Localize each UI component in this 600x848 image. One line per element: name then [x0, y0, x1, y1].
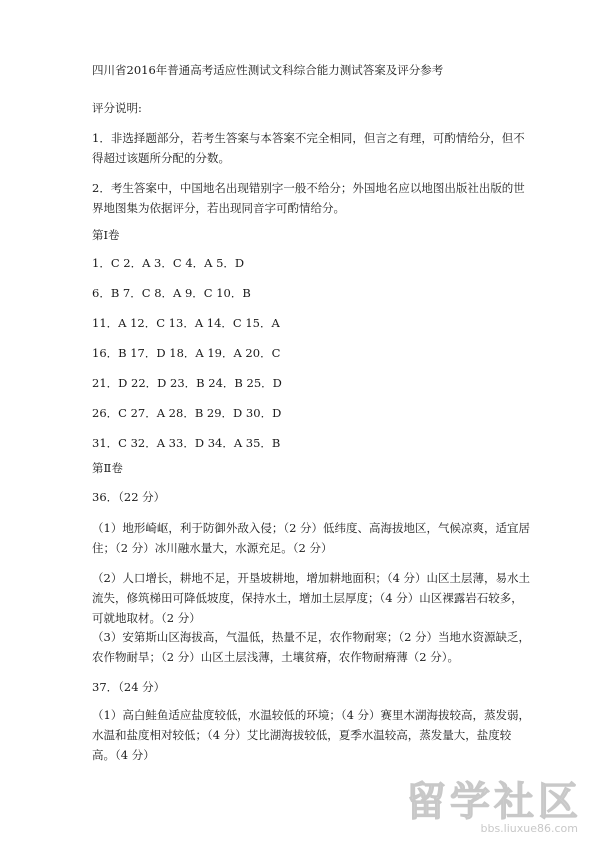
answer-row: 31．C 32．A 33．D 34．A 35．B	[92, 436, 281, 450]
answer-row: 1．C 2．A 3．C 4．A 5．D	[92, 256, 245, 270]
question-36-part-3: （3）安第斯山区海拔高，气温低，热量不足，农作物耐寒；（2 分）当地水资源缺乏，农作物耐旱；（2 分）山区土层浅薄，土壤贫瘠，农作物耐瘠薄（2 分）。	[92, 630, 531, 664]
question-36-part-2: （2）人口增长，耕地不足，开垦坡耕地，增加耕地面积；（4 分）山区土层薄，易水土流失，修筑梯田可降低坡度，保持水土，增加土层厚度；（4 分）山区裸露岩石较多，可就地取材。（2 分）	[92, 571, 531, 625]
note-2: 2．考生答案中，中国地名出现错别字一般不给分；外国地名应以地图出版社出版的世界地图集为依据评分，若出现同音字可酌情给分。	[92, 181, 525, 215]
answer-row: 26．C 27．A 28．B 29．D 30．D	[92, 406, 282, 420]
watermark-url: bbs.liuxue86.com	[480, 822, 578, 835]
notes-heading: 评分说明:	[92, 101, 142, 115]
answer-row: 16．B 17．D 18．A 19．A 20．C	[92, 346, 281, 360]
answer-row: 11．A 12．C 13．A 14．C 15．A	[92, 316, 280, 330]
part-2-heading: 第Ⅱ卷	[92, 461, 123, 475]
watermark-logo-text: 留学社区	[406, 779, 582, 825]
site-watermark	[382, 770, 592, 842]
part-1-heading: 第Ⅰ卷	[92, 228, 120, 242]
question-37-heading: 37．（24 分）	[92, 680, 166, 694]
question-36-part-1: （1）地形崎岖，利于防御外敌入侵；（2 分）低纬度、高海拔地区，气候凉爽，适宜居住；（2 分）冰川融水量大，水源充足。（2 分）	[92, 521, 531, 555]
answer-row: 6．B 7．C 8．A 9．C 10．B	[92, 286, 251, 300]
document-title: 四川省2016年普通高考适应性测试文科综合能力测试答案及评分参考	[92, 63, 444, 77]
question-37-part-1: （1）高白鲑鱼适应盐度较低，水温较低的环境；（4 分）赛里木湖海拔较高，蒸发弱，水温和盐度相对较低；（4 分）艾比湖海拔较低，夏季水温较高，蒸发量大，盐度较高。（4 分）	[92, 708, 531, 762]
question-36-heading: 36．（22 分）	[92, 490, 166, 504]
answer-row: 21．D 22．D 23．B 24．B 25．D	[92, 376, 282, 390]
note-1: 1．非选择题部分，若考生答案与本答案不完全相同，但言之有理，可酌情给分，但不得超过该题所分配的分数。	[92, 131, 525, 165]
